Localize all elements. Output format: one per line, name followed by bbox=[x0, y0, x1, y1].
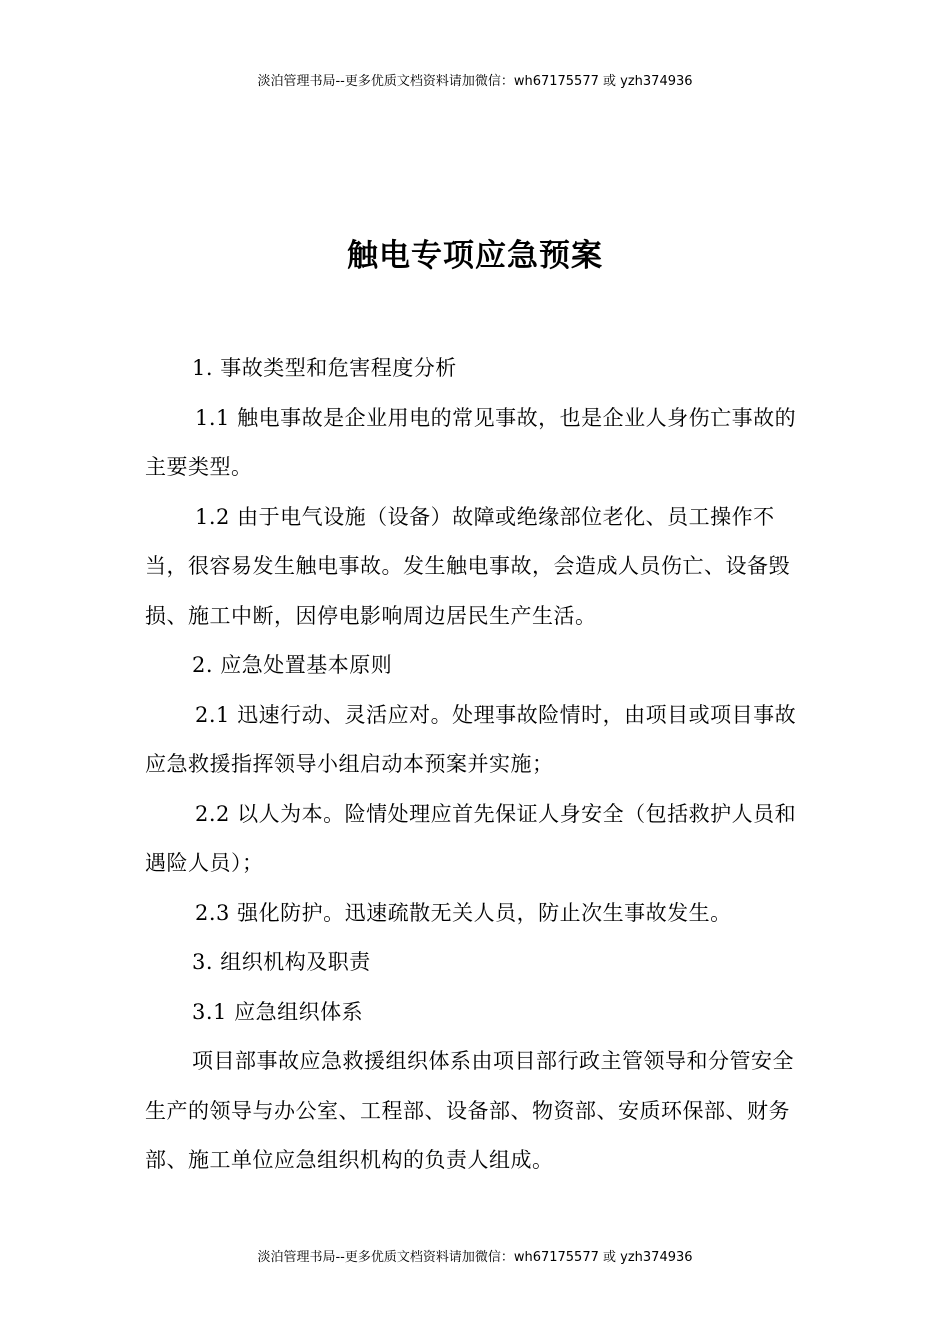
page-header: 淡泊管理书局--更多优质文档资料请加微信：wh67175577 或 yzh374936 bbox=[257, 74, 693, 89]
document-body bbox=[145, 344, 815, 1186]
subsection-heading-3-1: 3.1 应急组织体系 bbox=[192, 999, 364, 1024]
paragraph-2-2: 2.2 以人为本。险情处理应首先保证人身安全（包括救护人员和遇险人员）； bbox=[145, 801, 797, 875]
section-heading-3: 3. 组织机构及职责 bbox=[192, 950, 371, 974]
section-heading-1: 1. 事故类型和危害程度分析 bbox=[192, 356, 457, 380]
page-footer: 淡泊管理书局--更多优质文档资料请加微信：wh67175577 或 yzh374936 bbox=[257, 1250, 693, 1265]
paragraph-2-1: 2.1 迅速行动、灵活应对。处理事故险情时，由项目或项目事故应急救援指挥领导小组启动本预案并实施； bbox=[145, 702, 797, 776]
paragraph-1-1: 1.1 触电事故是企业用电的常见事故，也是企业人身伤亡事故的主要类型。 bbox=[145, 405, 797, 479]
paragraph-3-1: 项目部事故应急救援组织体系由项目部行政主管领导和分管安全生产的领导与办公室、工程部、设备部、物资部、安质环保部、财务部、施工单位应急组织机构的负责人组成。 bbox=[145, 1049, 794, 1172]
paragraph-2-3: 2.3 强化防护。迅速疏散无关人员，防止次生事故发生。 bbox=[195, 900, 732, 925]
paragraph-1-2: 1.2 由于电气设施（设备）故障或绝缘部位老化、员工操作不当，很容易发生触电事故。发生触电事故，会造成人员伤亡、设备毁损、施工中断，因停电影响周边居民生产生活。 bbox=[145, 504, 790, 628]
section-heading-2: 2. 应急处置基本原则 bbox=[192, 653, 393, 677]
document-title: 触电专项应急预案 bbox=[347, 238, 603, 274]
